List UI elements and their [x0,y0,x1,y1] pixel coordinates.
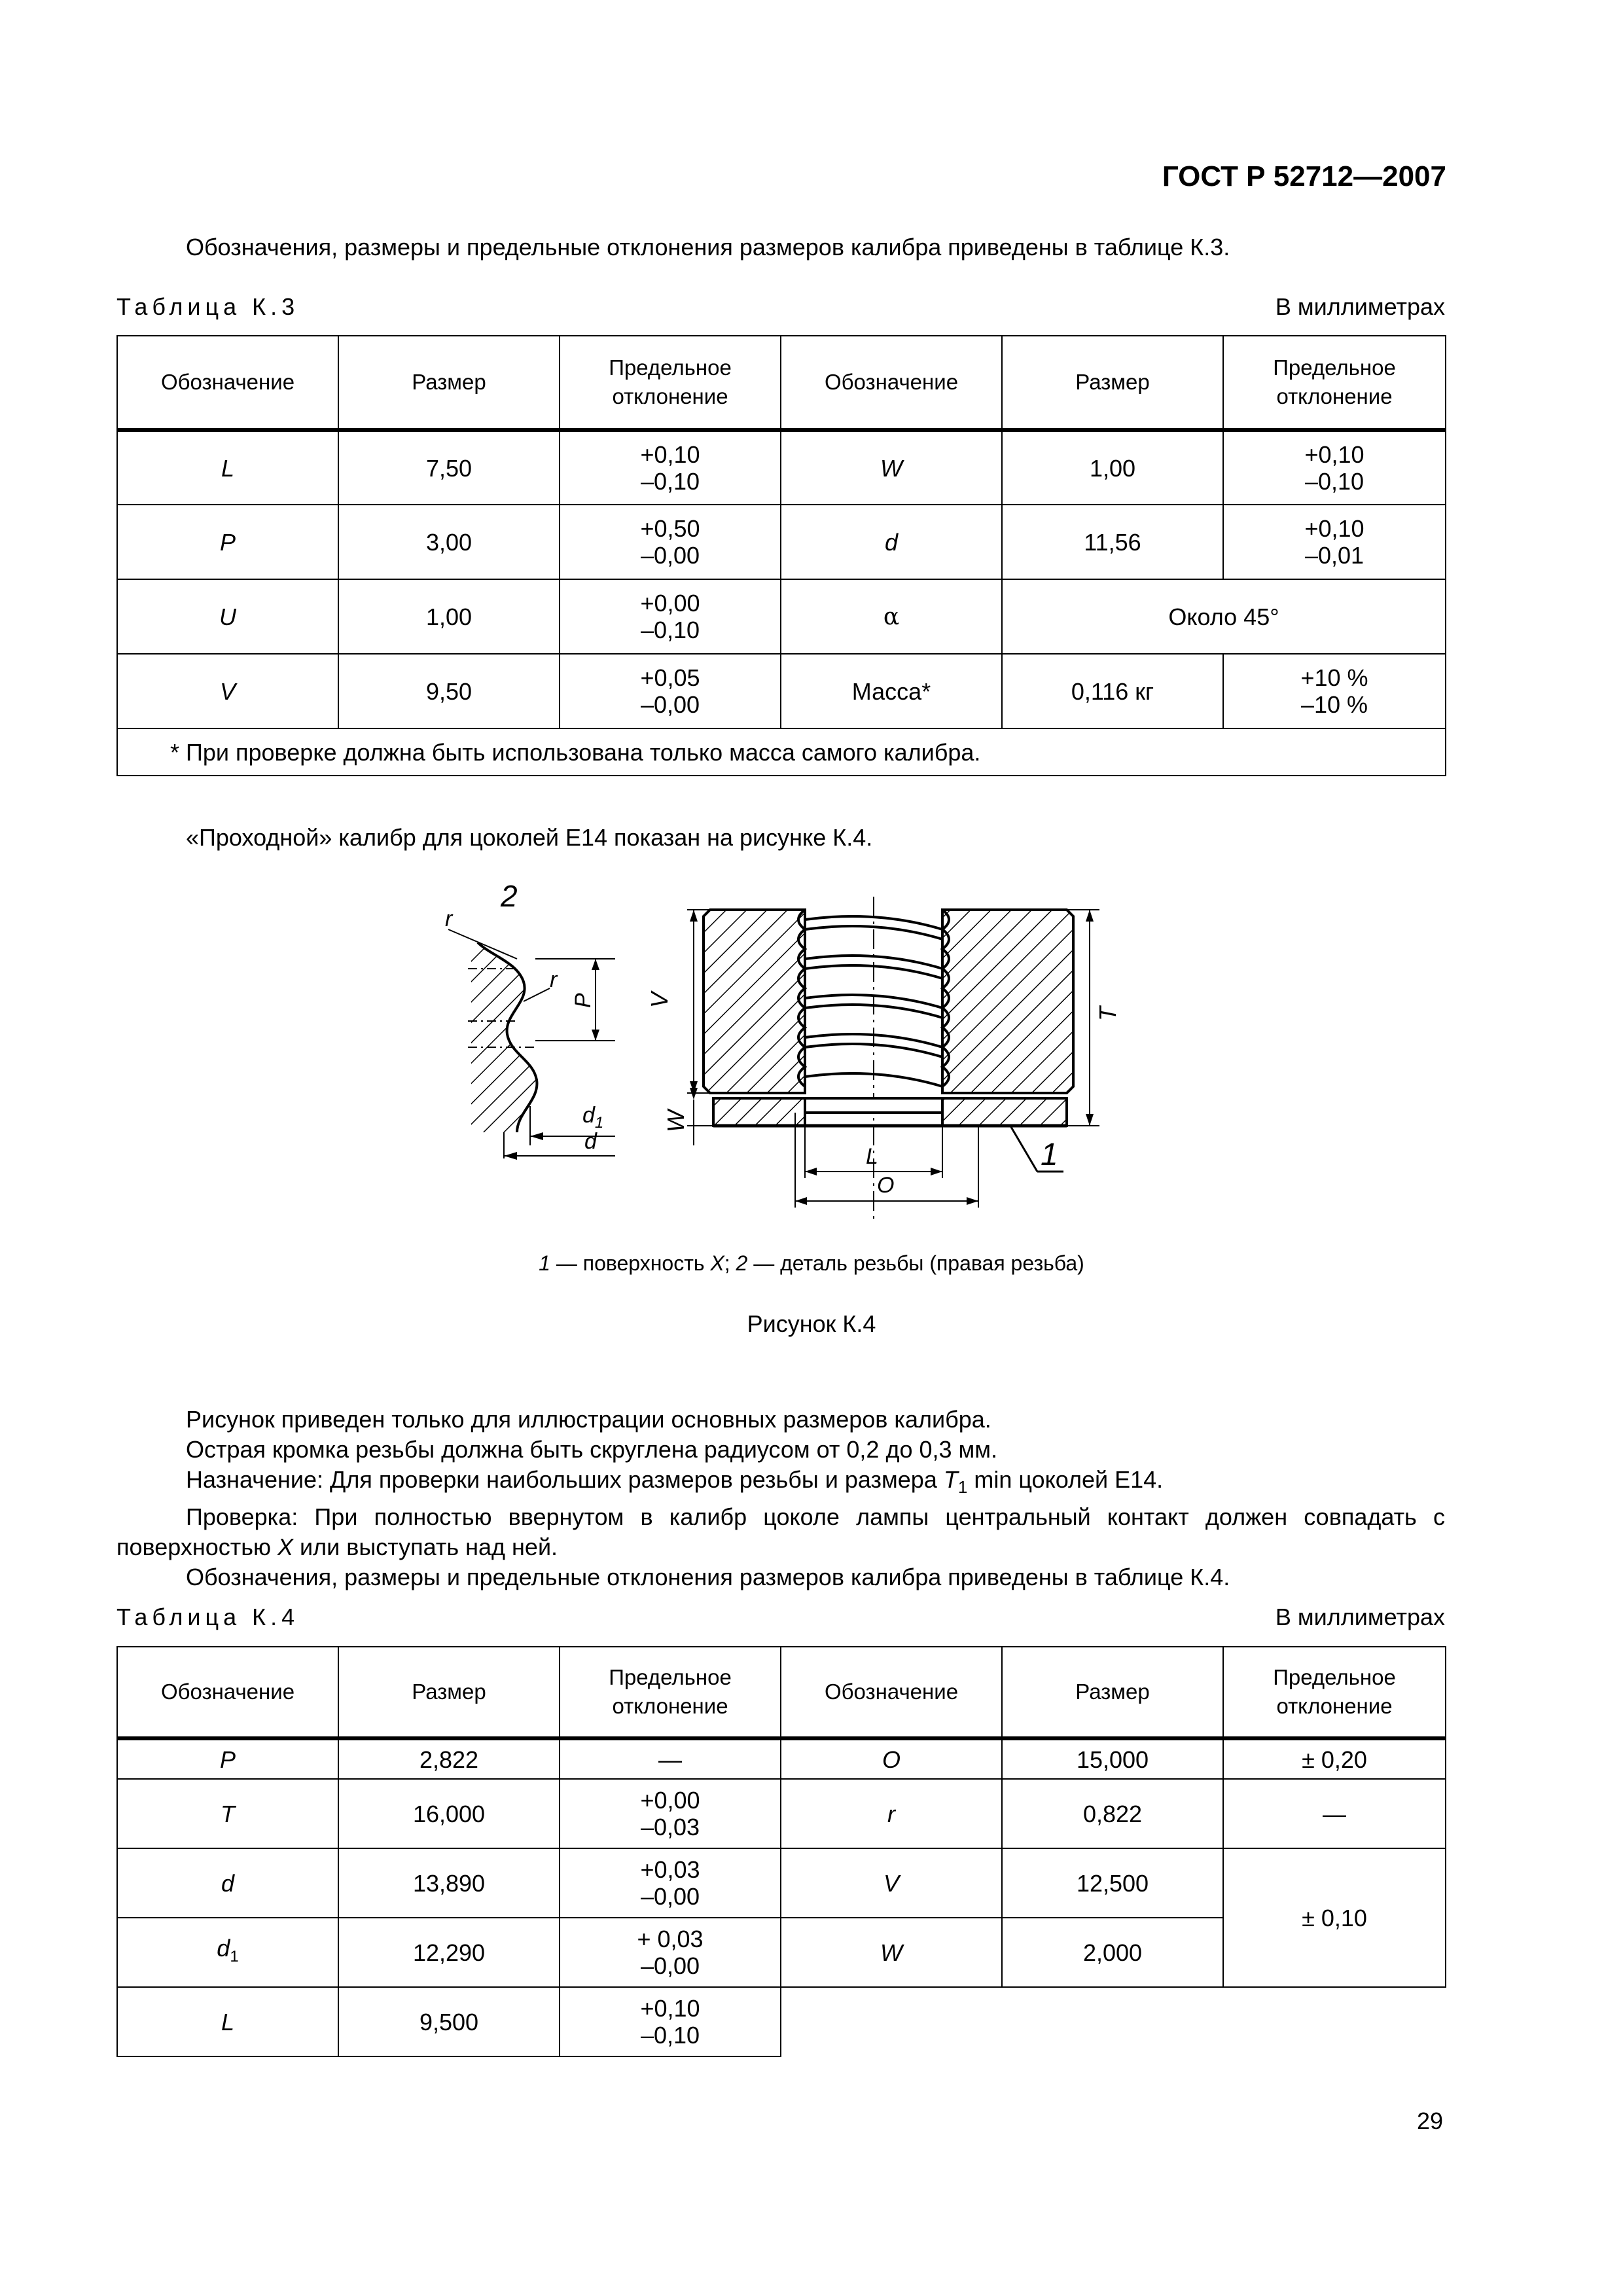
size-cell: 1,00 [338,579,560,654]
body-p2: Острая кромка резьбы должна быть скруглена радиусом от 0,2 до 0,3 мм. [186,1436,998,1463]
deviation-upper: +10 % [1300,664,1368,691]
deviation-lower: –10 % [1300,691,1368,718]
body-p3-T: T [943,1466,958,1493]
body-p4-a: Проверка: При полностью ввернутом в калибр цоколе лампы центральный контакт должен совпадать с поверхностью [116,1503,1445,1561]
deviation-cell [1223,505,1446,579]
deviation-cell [560,654,781,728]
label-d1: $d_1$ [582,1103,604,1132]
body-p3-b: min цоколей Е14. [967,1466,1164,1493]
label-detail-2: 2 [501,879,518,913]
body-p3-sub: 1 [957,1477,968,1498]
deviation-cell [560,1848,781,1918]
body-p5: Обозначения, размеры и предельные отклонения размеров калибра приведены в таблице К.4. [186,1564,1230,1591]
page-number: 29 [1416,2108,1443,2134]
table-row [117,654,1446,728]
table-k3-header-cell: Размер [1002,336,1223,430]
table-row [117,430,1446,505]
deviation-upper: +0,05 [640,664,700,691]
label-d: d [584,1129,597,1154]
deviation-upper: +0,10 [1304,515,1364,542]
intro-k3: Обозначения, размеры и предельные отклонения размеров калибра приведены в таблице К.3. [186,234,1230,260]
deviation-lower: –0,03 [640,1814,700,1840]
table-k3-header-cell: Предельное отклонение [1223,336,1446,430]
symbol-cell: W [781,430,1002,505]
deviation-lower: –0,10 [640,2022,700,2049]
deviation-upper: +0,00 [640,1787,700,1814]
symbol-cell: P [117,505,338,579]
deviation-cell [560,1987,781,2056]
body-p4-X: X [277,1534,294,1561]
symbol-cell: P [117,1738,338,1779]
table-row [117,1779,1446,1848]
deviation-upper: + 0,03 [637,1926,704,1952]
symbol-cell: d [781,505,1002,579]
table-row [117,505,1446,579]
size-cell: 1,00 [1002,430,1223,505]
size-cell: 12,500 [1002,1848,1223,1918]
symbol-cell: α [781,579,1002,654]
table-k4-header-cell: Размер [1002,1647,1223,1738]
table-k3-header-row [117,336,1446,430]
table-k4-header-cell: Размер [338,1647,560,1738]
symbol-cell: Масса* [781,654,1002,728]
deviation-cell [560,579,781,654]
size-cell: 9,500 [338,1987,560,2056]
body-p3-a: Назначение: Для проверки наибольших размеров резьбы и размера [186,1466,944,1493]
symbol-cell: W [781,1918,1002,1987]
table-k4-header-cell: Предельное отклонение [560,1647,781,1738]
table-footnote-row [117,728,1446,776]
symbol-cell: r [781,1779,1002,1848]
deviation-upper: +0,10 [640,1995,700,2022]
table-row [117,579,1446,654]
table-k3-caption: Таблица К.3 [116,293,300,320]
label-O: O [877,1173,895,1198]
deviation-lower: –0,00 [640,1952,700,1979]
deviation-upper: +0,10 [640,441,700,468]
figure-title: Рисунок К.4 [747,1310,876,1337]
legend-1-num: 1 [539,1251,550,1275]
legend-2-num: 2 [736,1251,748,1275]
deviation-upper: +0,10 [1304,441,1364,468]
label-W: W [662,1110,689,1132]
symbol-subscript: 1 [230,1948,239,1966]
size-cell: 15,000 [1002,1738,1223,1779]
body-p4-b: или выступать над ней. [293,1534,558,1561]
table-row [117,1987,1446,2056]
body-text [116,1405,1445,1592]
label-V: V [646,992,673,1008]
deviation-cell [560,1779,781,1848]
size-cell: 11,56 [1002,505,1223,579]
deviation-cell: — [1223,1779,1446,1848]
empty-cell [781,1987,1446,2056]
table-k4-header-row [117,1647,1446,1738]
table-k4 [116,1646,1446,2057]
size-cell: 12,290 [338,1918,560,1987]
size-cell: 0,822 [1002,1779,1223,1848]
table-k3-header-cell: Обозначение [781,336,1002,430]
table-row [117,1848,1446,1918]
symbol-cell: d [117,1848,338,1918]
deviation-upper: +0,00 [640,590,700,617]
deviation-upper: +0,03 [640,1856,700,1883]
thread-detail [445,879,615,1160]
symbol-cell: V [117,654,338,728]
table-k3-header-cell: Предельное отклонение [560,336,781,430]
size-cell: 16,000 [338,1779,560,1848]
deviation-cell [560,505,781,579]
deviation-cell-merged: ± 0,10 [1223,1848,1446,1987]
label-L: L [866,1144,878,1169]
table-k4-units: В миллиметрах [1275,1604,1445,1630]
deviation-lower: –0,00 [640,691,700,718]
table-k4-header-cell: Обозначение [781,1647,1002,1738]
size-cell: 2,822 [338,1738,560,1779]
table-k4-header-cell: Предельное отклонение [1223,1647,1446,1738]
body-p4 [116,1502,1445,1562]
figure-intro: «Проходной» калибр для цоколей Е14 показан на рисунке К.4. [186,824,873,851]
legend-1-text: — поверхность [550,1251,711,1275]
deviation-cell [560,1918,781,1987]
body-p1: Рисунок приведен только для иллюстрации основных размеров калибра. [186,1406,991,1433]
table-k4-caption: Таблица К.4 [116,1604,300,1630]
deviation-lower: –0,01 [1304,542,1364,569]
label-T: T [1094,1007,1121,1021]
deviation-cell [1223,430,1446,505]
deviation-lower: –0,00 [640,542,700,569]
size-cell: 0,116 кг [1002,654,1223,728]
table-k3-header-cell: Обозначение [117,336,338,430]
legend-X: X [710,1251,724,1275]
gauge-section [646,897,1121,1224]
symbol-cell: L [117,430,338,505]
label-surface-1: 1 [1041,1138,1058,1172]
document-standard-number: ГОСТ Р 52712—2007 [1162,160,1446,192]
deviation-lower: –0,10 [640,617,700,643]
table-k4-header-cell: Обозначение [117,1647,338,1738]
symbol-cell [117,1918,338,1987]
label-r-2: r [550,967,558,992]
deviation-cell [560,430,781,505]
table-k3-footnote: * При проверке должна быть использована только масса самого калибра. [117,728,1446,776]
deviation-lower: –0,10 [1304,468,1364,495]
deviation-cell: ± 0,20 [1223,1738,1446,1779]
table-k3-units: В миллиметрах [1275,293,1445,320]
legend-separator: ; [724,1251,736,1275]
symbol-cell: U [117,579,338,654]
size-cell: 9,50 [338,654,560,728]
body-p3 [116,1465,1445,1502]
figure-k4-drawing [419,870,1152,1244]
legend-2-text: — деталь резьбы (правая резьба) [747,1251,1084,1275]
label-P: P [571,993,596,1008]
merged-value-cell: Около 45° [1002,579,1446,654]
symbol-cell: O [781,1738,1002,1779]
deviation-cell [1223,654,1446,728]
deviation-upper: +0,50 [640,515,700,542]
figure-legend [0,1251,1623,1276]
symbol-cell: L [117,1987,338,2056]
symbol-cell: V [781,1848,1002,1918]
table-row [117,1738,1446,1779]
size-cell: 7,50 [338,430,560,505]
deviation-lower: –0,00 [640,1883,700,1910]
label-r-1: r [445,906,453,931]
symbol-d: d [217,1934,230,1962]
size-cell: 13,890 [338,1848,560,1918]
table-k3-header-cell: Размер [338,336,560,430]
table-k3 [116,335,1446,776]
deviation-lower: –0,10 [640,468,700,495]
symbol-cell: T [117,1779,338,1848]
size-cell: 3,00 [338,505,560,579]
size-cell: 2,000 [1002,1918,1223,1987]
deviation-cell: — [560,1738,781,1779]
